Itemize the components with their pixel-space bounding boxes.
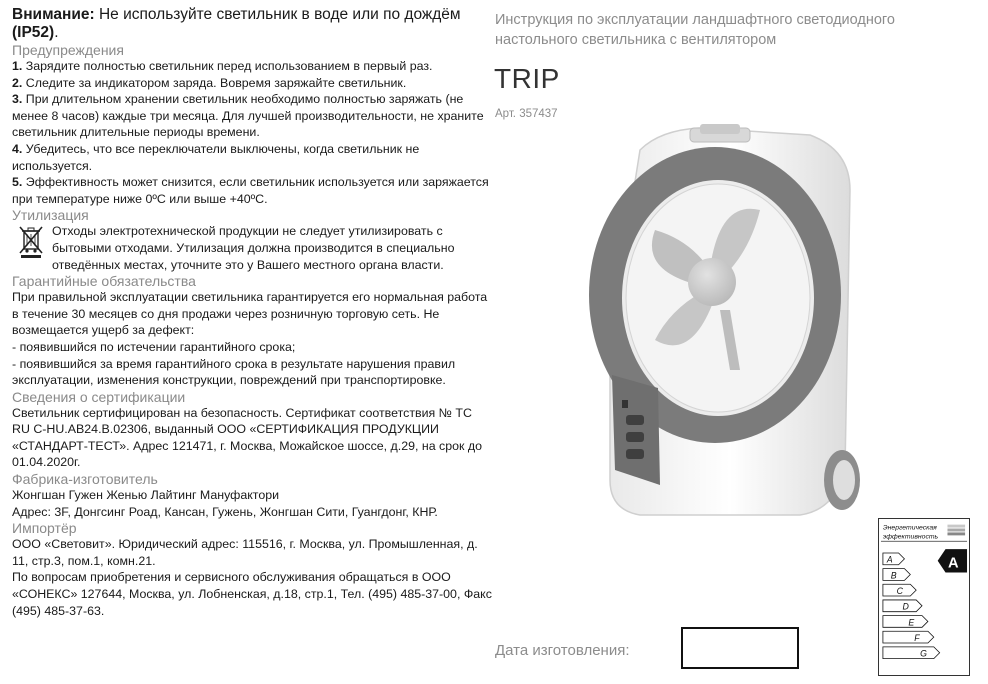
precaution-item bbox=[12, 174, 492, 207]
item-number: 2. bbox=[12, 75, 23, 90]
energy-title-2: эффективность bbox=[882, 533, 939, 541]
warranty-text: При правильной эксплуатации светильника гарантируется его нормальная работа в течение 30 месяцев со дня продажи через розничную торговую сеть. Не возмещается ущерб за дефект: bbox=[12, 290, 488, 338]
item-text: При длительном хранении светильник необходимо полностью заряжать (не менее 8 часов) каждые три месяца. Для лучшей производительности, не храните светильник длительные периоды времени. bbox=[12, 92, 484, 140]
disposal-block bbox=[12, 223, 492, 273]
certification-heading: Сведения о сертификации bbox=[12, 388, 186, 405]
warranty-heading: Гарантийные обязательства bbox=[12, 273, 196, 290]
precautions-heading: Предупреждения bbox=[12, 42, 124, 58]
class-label: C bbox=[896, 586, 903, 597]
precaution-item bbox=[12, 91, 492, 141]
class-bar bbox=[883, 616, 928, 628]
manufacture-date-box bbox=[681, 627, 799, 669]
warranty-text: - появившийся за время гарантийного срока в результате нарушения правил эксплуатации, изменения конструкции, повреждений при транспортировке. bbox=[12, 356, 456, 388]
warning-end: . bbox=[54, 24, 59, 41]
instructions-column bbox=[12, 6, 492, 619]
importer-text: По вопросам приобретения и сервисного обслуживания обращаться в ООО «СОНЕКС» 127644, Москва, ул. Лобненская, д.18, стр.1, Тел. (495) 485-37-00, Факс (495) 485-37-63. bbox=[12, 570, 492, 618]
disposal-heading: Утилизация bbox=[12, 207, 89, 224]
item-number: 5. bbox=[12, 175, 23, 190]
manufacturer-address: Адрес: 3F, Донгсинг Роад, Кансан, Гужень, Жонгшан Сити, Гуангдонг, КНР. bbox=[12, 504, 438, 519]
item-text: Эффективность может снизится, если светильник используется или заряжается при температуре ниже 0ºС или выше +40ºС. bbox=[12, 175, 489, 206]
document-subtitle: Инструкция по эксплуатации ландшафтного светодиодного настольного светильника с вентилятором bbox=[495, 12, 895, 48]
manufacturer-name: Жонгшан Гужен Женью Лайтинг Мануфактори bbox=[12, 488, 280, 503]
energy-efficiency-label bbox=[878, 518, 970, 676]
certification-text: Светильник сертифицирован на безопасность. Сертификат соответствия № TC RU C-HU.AB24.B.02306, выданный ООО «СЕРТИФИКАЦИЯ ПРОДУКЦИИ «СТАНДАРТ-ТЕСТ». Адрес 121471, г. Москва, Можайское шоссе, д.29, на срок до 01.04.2020г. bbox=[12, 405, 483, 470]
class-label: D bbox=[902, 601, 909, 612]
precaution-item bbox=[12, 141, 492, 174]
importer-heading: Импортёр bbox=[12, 520, 77, 537]
warning-code: (IP52) bbox=[12, 24, 55, 41]
disposal-text: Отходы электротехнической продукции не следует утилизировать с бытовыми отходами. Утилизация должна производится в специально отведённых местах, уточните это у Вашего местного органа власти. bbox=[52, 224, 455, 272]
precaution-item bbox=[12, 58, 492, 75]
warning-label: Внимание: bbox=[12, 6, 95, 23]
item-number: 4. bbox=[12, 141, 23, 156]
class-bar bbox=[883, 647, 940, 659]
energy-rating: A bbox=[948, 555, 959, 572]
energy-title-1: Энергетическая bbox=[882, 524, 937, 532]
item-text: Следите за индикатором заряда. Вовремя заряжайте светильник. bbox=[22, 75, 407, 90]
class-label: F bbox=[914, 633, 920, 644]
class-label: B bbox=[890, 570, 897, 581]
warning-text: Не используйте светильник в воде или по дождём bbox=[94, 6, 461, 23]
product-image bbox=[560, 110, 890, 530]
precaution-item bbox=[12, 75, 492, 92]
article-number: Арт. 357437 bbox=[495, 108, 558, 120]
manufacturer-heading: Фабрика-изготовитель bbox=[12, 471, 158, 488]
warning-note bbox=[12, 6, 492, 42]
class-label: A bbox=[886, 554, 893, 565]
crossed-bin-icon bbox=[18, 225, 44, 259]
class-label: E bbox=[908, 617, 915, 628]
item-text: Зарядите полностью светильник перед использованием в первый раз. bbox=[22, 59, 433, 73]
item-text: Убедитесь, что все переключатели выключены, когда светильник не используется. bbox=[12, 141, 420, 173]
importer-text: ООО «Световит». Юридический адрес: 115516, г. Москва, ул. Промышленная, д. 11, стр.3, пом.1, комн.21. bbox=[12, 537, 478, 568]
warranty-text: - появившийся по истечении гарантийного срока; bbox=[12, 339, 296, 354]
item-number: 3. bbox=[12, 92, 23, 107]
model-name: TRIP bbox=[494, 63, 560, 94]
item-number: 1. bbox=[12, 59, 23, 73]
class-bar bbox=[883, 631, 934, 643]
class-label: G bbox=[920, 648, 927, 659]
manufacture-date-label: Дата изготовления: bbox=[495, 642, 630, 659]
